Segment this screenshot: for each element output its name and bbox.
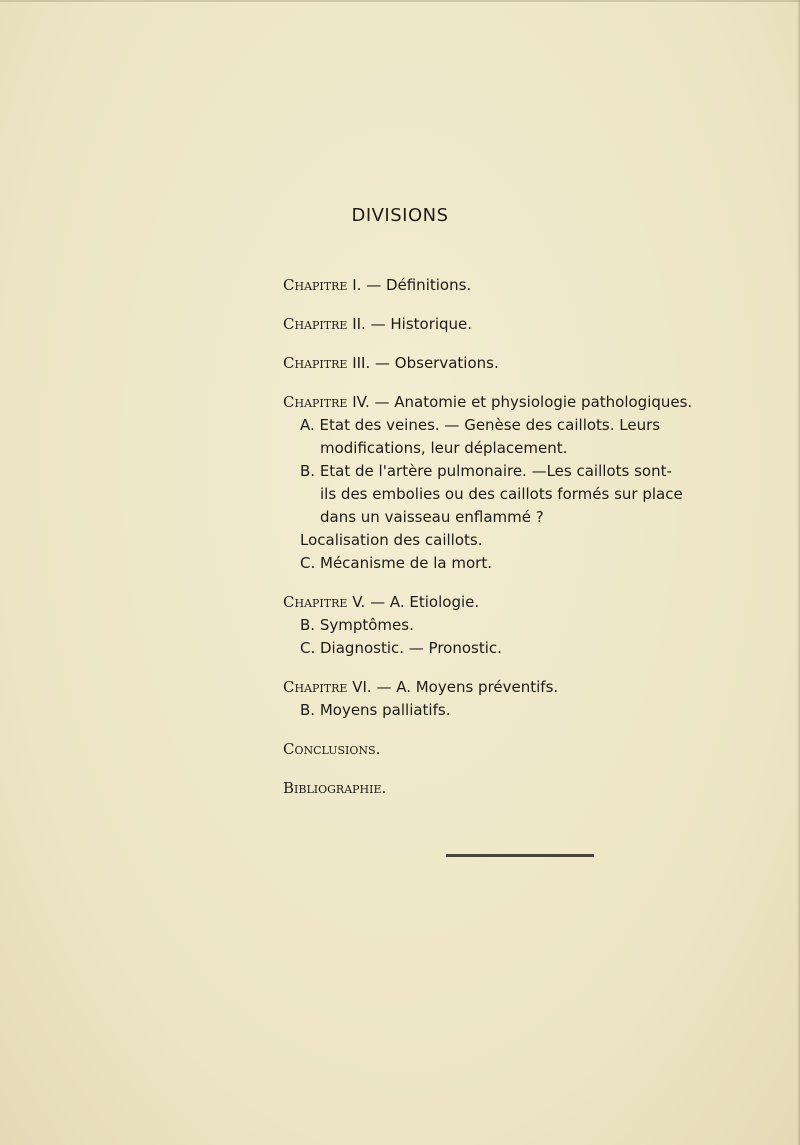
page-title: DIVISIONS xyxy=(351,205,449,226)
chapter-label: Chapitre xyxy=(283,354,348,372)
toc-entry-chapitre-3 xyxy=(283,352,763,375)
page-top-edge xyxy=(0,0,800,2)
chapter-title: — Anatomie et physiologie pathologiques. xyxy=(374,393,693,411)
toc-subsection: B. Symptômes. xyxy=(300,616,414,634)
chapter-number: V. xyxy=(352,593,366,611)
chapter-title: — Définitions. xyxy=(366,276,472,294)
chapter-number: IV. xyxy=(352,393,370,411)
toc-entry-bibliographie xyxy=(283,777,763,800)
chapter-number: II. xyxy=(352,315,366,333)
toc-entry-head xyxy=(283,777,763,800)
toc-entry-head xyxy=(283,352,763,375)
toc-entry-head xyxy=(283,676,763,699)
toc-entry-chapitre-5 xyxy=(283,591,763,660)
chapter-number: I. xyxy=(352,276,362,294)
chapter-label: Chapitre xyxy=(283,276,348,294)
toc-entry-conclusions xyxy=(283,738,763,761)
bibliographie-label: Bibliographie. xyxy=(283,779,387,797)
toc-subsection-continuation: ils des embolies ou des caillots formés sur place xyxy=(320,485,683,503)
toc-subsection: C. Mécanisme de la mort. xyxy=(300,554,492,572)
toc-entry-chapitre-1 xyxy=(283,274,763,297)
toc-subsection: B. Etat de l'artère pulmonaire. —Les caillots sont- xyxy=(300,462,672,480)
toc-entry-head xyxy=(283,274,763,297)
toc-subsection: Localisation des caillots. xyxy=(300,531,483,549)
toc-entry-head xyxy=(283,391,763,414)
toc-subsection: C. Diagnostic. — Pronostic. xyxy=(300,639,502,657)
chapter-label: Chapitre xyxy=(283,393,348,411)
chapter-label: Chapitre xyxy=(283,678,348,696)
toc-subsection: B. Moyens palliatifs. xyxy=(300,701,451,719)
chapter-number: VI. xyxy=(352,678,372,696)
toc-entry-head xyxy=(283,313,763,336)
toc-entry-chapitre-6 xyxy=(283,676,763,722)
chapter-label: Chapitre xyxy=(283,593,348,611)
chapter-number: III. xyxy=(352,354,371,372)
table-of-contents xyxy=(283,274,763,816)
conclusions-label: Conclusions. xyxy=(283,740,381,758)
toc-subsection-continuation: dans un vaisseau enflammé ? xyxy=(320,508,544,526)
chapter-title: — Observations. xyxy=(375,354,499,372)
toc-entry-chapitre-2 xyxy=(283,313,763,336)
chapter-title: — Historique. xyxy=(370,315,473,333)
chapter-label: Chapitre xyxy=(283,315,348,333)
toc-entry-head xyxy=(283,591,763,614)
closing-rule xyxy=(446,854,594,857)
toc-subsection-continuation: modifications, leur déplacement. xyxy=(320,439,568,457)
chapter-title: — A. Etiologie. xyxy=(370,593,480,611)
chapter-title: — A. Moyens préventifs. xyxy=(376,678,559,696)
toc-subsection: A. Etat des veines. — Genèse des caillots. Leurs xyxy=(300,416,661,434)
toc-entry-chapitre-4 xyxy=(283,391,763,575)
toc-entry-head xyxy=(283,738,763,761)
